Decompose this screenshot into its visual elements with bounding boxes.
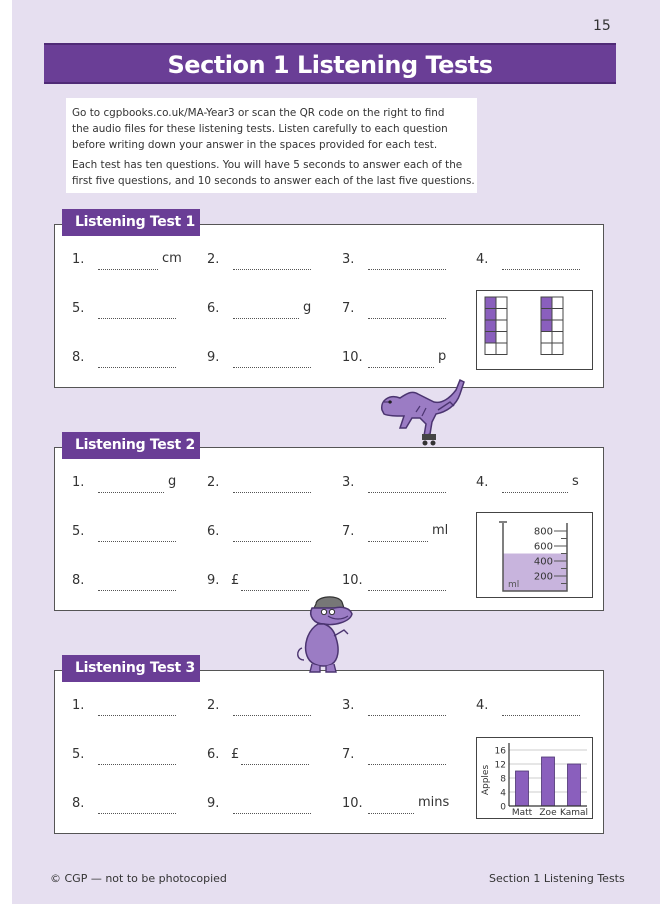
answer-blank[interactable]: [368, 804, 414, 814]
chart-ylabel: Apples: [481, 764, 491, 796]
answer-blank[interactable]: [368, 483, 446, 493]
fraction-cell-shaded: [541, 297, 552, 309]
fraction-cell: [541, 332, 552, 344]
question-number: 8.: [72, 573, 85, 588]
answer-blank[interactable]: [368, 755, 446, 765]
instructions-line: first five questions, and 10 seconds to answer each of the last five questions.: [72, 175, 475, 187]
beaker-svg: [477, 513, 591, 596]
instructions-line: the audio files for these listening tests. Listen carefully to each question: [72, 123, 448, 135]
answer-unit: g: [303, 300, 312, 315]
chart-y-tick-label: 8: [500, 774, 506, 785]
chart-bar-kamal: [568, 764, 581, 806]
question-number: 7.: [342, 301, 355, 316]
question-number: 3.: [342, 252, 355, 267]
answer-blank[interactable]: [233, 483, 311, 493]
answer-blank[interactable]: [368, 358, 434, 368]
answer-prefix: £: [231, 573, 240, 588]
answer-blank[interactable]: [233, 309, 299, 319]
fraction-cell: [552, 297, 563, 309]
question-number: 10.: [342, 573, 363, 588]
fraction-cell: [496, 309, 507, 321]
answer-blank[interactable]: [368, 260, 446, 270]
dinosaur-skater-illustration: [372, 372, 476, 454]
beaker-scale-label: 200: [533, 571, 553, 583]
answer-blank[interactable]: [98, 483, 164, 493]
beaker-unit-label: ml: [508, 580, 520, 590]
answer-blank[interactable]: [233, 532, 311, 542]
question-number: 8.: [72, 350, 85, 365]
question-number: 6.: [207, 301, 220, 316]
chart-x-tick-label: Kamal: [559, 808, 589, 817]
fraction-cell: [496, 343, 507, 355]
fraction-cell: [552, 332, 563, 344]
fraction-cell-shaded: [485, 320, 496, 332]
answer-blank[interactable]: [98, 755, 176, 765]
beaker-scale-label: 800: [533, 526, 553, 538]
fraction-cell: [541, 343, 552, 355]
question-number: 3.: [342, 698, 355, 713]
answer-unit: s: [572, 474, 579, 489]
question-number: 10.: [342, 796, 363, 811]
question-number: 3.: [342, 475, 355, 490]
answer-unit: cm: [162, 251, 182, 266]
chart-x-tick-label: Zoe: [539, 808, 557, 817]
answer-blank[interactable]: [368, 706, 446, 716]
question-number: 9.: [207, 573, 220, 588]
question-number: 8.: [72, 796, 85, 811]
answer-unit: g: [168, 474, 177, 489]
question-number: 4.: [476, 698, 489, 713]
fraction-bar-right: [541, 297, 563, 355]
section-banner-title: Section 1 Listening Tests: [44, 43, 616, 84]
beaker-scale-label: 400: [533, 556, 553, 568]
question-number: 5.: [72, 301, 85, 316]
footer-copyright: © CGP — not to be photocopied: [50, 872, 227, 885]
chart-bar-matt: [516, 771, 529, 806]
apples-bar-chart: [476, 737, 593, 819]
fraction-cell: [552, 309, 563, 321]
question-number: 5.: [72, 524, 85, 539]
instructions-para-1: [72, 105, 471, 153]
question-number: 1.: [72, 252, 85, 267]
question-number: 7.: [342, 524, 355, 539]
fraction-bars-diagram: [476, 290, 593, 370]
answer-blank[interactable]: [233, 358, 311, 368]
question-number: 5.: [72, 747, 85, 762]
chart-y-tick-label: 16: [494, 746, 506, 757]
answer-blank[interactable]: [233, 260, 311, 270]
question-number: 6.: [207, 747, 220, 762]
fraction-cell: [552, 320, 563, 332]
instructions-line: Go to cgpbooks.co.uk/MA-Year3 or scan the QR code on the right to find: [72, 107, 445, 119]
answer-blank[interactable]: [368, 532, 428, 542]
apples-chart-svg: [477, 738, 591, 817]
fraction-cell-shaded: [541, 320, 552, 332]
question-number: 2.: [207, 252, 220, 267]
question-number: 1.: [72, 698, 85, 713]
answer-blank[interactable]: [502, 706, 580, 716]
answer-blank[interactable]: [502, 260, 580, 270]
question-number: 4.: [476, 475, 489, 490]
chart-x-tick-label: Matt: [511, 808, 533, 817]
answer-blank[interactable]: [98, 581, 176, 591]
page-number: 15: [593, 18, 611, 34]
instructions-para-2: [72, 157, 475, 189]
fraction-cell: [552, 343, 563, 355]
fraction-cell-shaded: [485, 332, 496, 344]
answer-blank[interactable]: [502, 483, 568, 493]
answer-unit: ml: [432, 523, 449, 538]
fraction-bars-svg: [477, 291, 591, 368]
beaker-diagram: [476, 512, 593, 598]
fraction-cell-shaded: [485, 309, 496, 321]
fraction-cell: [496, 297, 507, 309]
question-number: 10.: [342, 350, 363, 365]
answer-blank[interactable]: [241, 755, 309, 765]
answer-blank[interactable]: [233, 804, 311, 814]
fraction-bar-left: [485, 297, 507, 355]
fraction-cell-shaded: [485, 297, 496, 309]
answer-blank[interactable]: [98, 358, 176, 368]
fraction-cell: [485, 343, 496, 355]
answer-blank[interactable]: [368, 309, 446, 319]
chart-y-tick-label: 4: [500, 788, 506, 799]
answer-blank[interactable]: [98, 309, 176, 319]
answer-blank[interactable]: [98, 532, 176, 542]
listening-test-3-title: Listening Test 3: [62, 655, 200, 682]
fraction-cell: [496, 332, 507, 344]
instructions-line: before writing down your answer in the spaces provided for each test.: [72, 139, 438, 151]
chart-y-tick-label: 12: [494, 760, 506, 771]
question-number: 9.: [207, 796, 220, 811]
chart-bar-zoe: [542, 757, 555, 806]
question-number: 4.: [476, 252, 489, 267]
answer-blank[interactable]: [233, 706, 311, 716]
question-number: 7.: [342, 747, 355, 762]
instructions-line: Each test has ten questions. You will have 5 seconds to answer each of the: [72, 159, 463, 171]
chart-y-tick-label: 0: [500, 802, 506, 813]
question-number: 6.: [207, 524, 220, 539]
footer-section-name: Section 1 Listening Tests: [489, 872, 625, 885]
answer-blank[interactable]: [98, 804, 176, 814]
question-number: 1.: [72, 475, 85, 490]
question-number: 2.: [207, 698, 220, 713]
answer-prefix: £: [231, 747, 240, 762]
listening-test-2-title: Listening Test 2: [62, 432, 200, 459]
answer-unit: p: [438, 349, 447, 364]
chart-x-labels: [512, 808, 588, 817]
question-number: 9.: [207, 350, 220, 365]
instructions-box: [66, 98, 477, 193]
dinosaur-cap-illustration: [294, 590, 364, 676]
answer-blank[interactable]: [98, 260, 158, 270]
answer-blank[interactable]: [98, 706, 176, 716]
answer-unit: mins: [418, 795, 450, 810]
fraction-cell: [496, 320, 507, 332]
beaker-scale-label: 600: [533, 541, 553, 553]
fraction-cell-shaded: [541, 309, 552, 321]
question-number: 2.: [207, 475, 220, 490]
listening-test-1-title: Listening Test 1: [62, 209, 200, 236]
answer-blank[interactable]: [368, 581, 446, 591]
